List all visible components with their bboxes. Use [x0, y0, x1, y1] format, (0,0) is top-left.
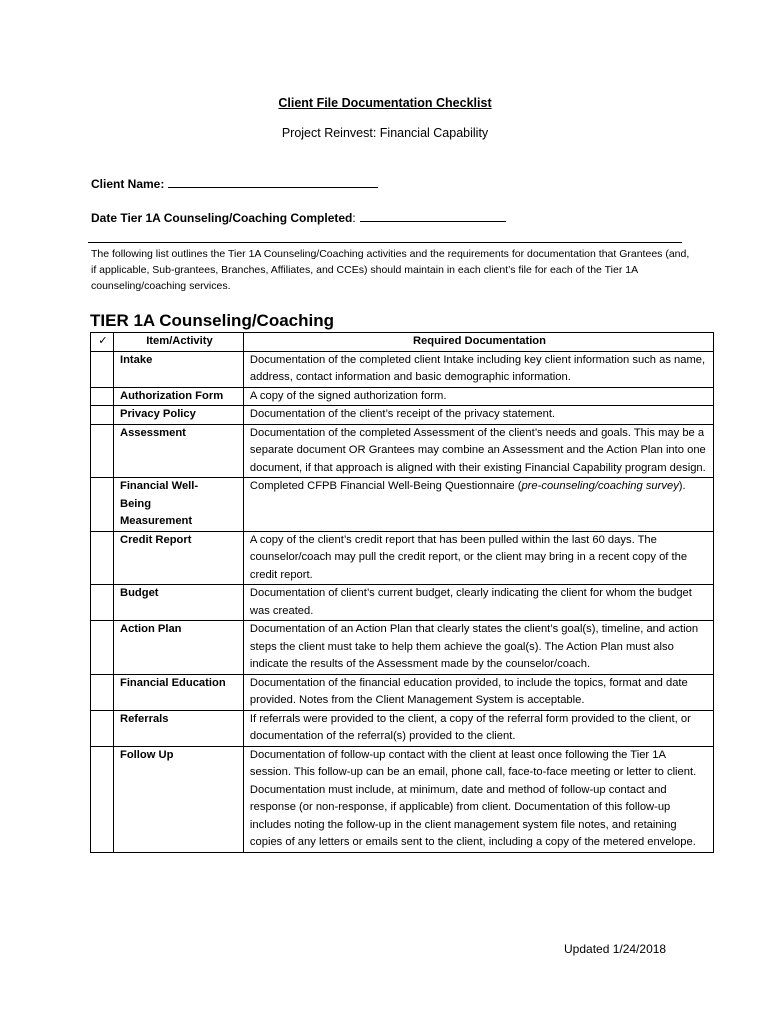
doc-text-end: ).: [678, 480, 686, 492]
table-row: [91, 406, 714, 425]
doc-cell: Documentation of the financial education provided, to include the topics, format and date provided. Notes from the Client Management System is acceptable.: [243, 674, 713, 710]
horizontal-rule: [88, 242, 682, 243]
client-name-label: Client Name:: [91, 177, 165, 191]
client-name-blank[interactable]: [168, 175, 378, 188]
doc-cell: If referrals were provided to the client, a copy of the referral form provided to the client, or documentation of the referral(s) provided to the client.: [243, 710, 713, 746]
item-cell: Assessment: [113, 424, 243, 478]
item-activity-header: Item/Activity: [113, 333, 243, 352]
intro-paragraph: The following list outlines the Tier 1A Counseling/Coaching activities and the requirements for documentation that Grantees (and, if applicable, Sub-grantees, Branches, Affiliates, and CCEs) should maintain in each client’s file for each of the Tier 1A counseling/coaching services.: [91, 248, 690, 292]
table-header-row: [91, 333, 714, 352]
check-box-authorization-form[interactable]: [91, 387, 114, 406]
doc-cell: Documentation of follow-up contact with the client at least once following the Tier 1A session. This follow-up can be an email, phone call, face-to-face meeting or letter to client. Documentation must include, at minimum, date and method of follow-up contact and response (or non-response, if applicable) from client. Documentation of this follow-up includes noting the follow-up in the client management system file notes, and retaining copies of any letters or emails sent to the client, including a copy of the metered envelope.: [243, 746, 713, 852]
doc-cell: Documentation of the completed Assessment of the client’s needs and goals. This may be a separate document OR Grantees may combine an Assessment and the Action Plan into one document, if that approach is aligned with their existing Financial Capability program design.: [243, 424, 713, 478]
checklist-table: [90, 332, 714, 853]
check-box-follow-up[interactable]: [91, 746, 114, 852]
check-box-intake[interactable]: [91, 351, 114, 387]
doc-italic-text: pre-counseling/coaching survey: [521, 480, 679, 492]
table-row: [91, 674, 714, 710]
table-row: [91, 351, 714, 387]
page-title: Client File Documentation Checklist: [278, 96, 492, 110]
item-cell: Credit Report: [113, 531, 243, 585]
doc-cell: A copy of the signed authorization form.: [243, 387, 713, 406]
date-completed-field: [91, 209, 506, 225]
date-completed-blank[interactable]: [360, 209, 506, 222]
item-cell: Action Plan: [113, 621, 243, 675]
table-row: [91, 746, 714, 852]
item-cell: Financial Education: [113, 674, 243, 710]
doc-text: Completed CFPB Financial Well-Being Questionnaire (: [249, 480, 522, 492]
doc-cell: A copy of the client’s credit report that has been pulled within the last 60 days. The counselor/coach may pull the credit report, or the client may bring in a recent copy of the credit report.: [243, 531, 713, 585]
doc-cell: Documentation of the completed client Intake including key client information such as name, address, contact information and basic demographic information.: [243, 351, 713, 387]
table-row: [91, 387, 714, 406]
section-heading: TIER 1A Counseling/Coaching: [90, 311, 334, 330]
doc-cell: Documentation of the client’s receipt of the privacy statement.: [243, 406, 713, 425]
check-box-privacy-policy[interactable]: [91, 406, 114, 425]
table-row: [91, 710, 714, 746]
item-cell: Privacy Policy: [113, 406, 243, 425]
updated-date: Updated 1/24/2018: [564, 942, 667, 956]
required-documentation-header: Required Documentation: [243, 333, 713, 352]
item-cell: Referrals: [113, 710, 243, 746]
check-box-budget[interactable]: [91, 585, 114, 621]
item-cell: Intake: [113, 351, 243, 387]
doc-cell: Documentation of an Action Plan that clearly states the client’s goal(s), timeline, and action steps the client must take to help them achieve the goal(s). The Action Plan must also indicate the results of the Assessment made by the counselor/coach.: [243, 621, 713, 675]
check-box-financial-well-being[interactable]: [91, 478, 114, 532]
table-row: [91, 478, 714, 532]
check-box-referrals[interactable]: [91, 710, 114, 746]
check-box-credit-report[interactable]: [91, 531, 114, 585]
doc-cell: [243, 478, 713, 532]
table-row: [91, 424, 714, 478]
check-box-assessment[interactable]: [91, 424, 114, 478]
check-box-financial-education[interactable]: [91, 674, 114, 710]
table-row: [91, 585, 714, 621]
item-cell: Authorization Form: [113, 387, 243, 406]
item-cell: Budget: [113, 585, 243, 621]
item-cell: Financial Well-Being Measurement: [113, 478, 243, 532]
checkmark-header-icon: ✓: [91, 333, 114, 352]
item-cell: Follow Up: [113, 746, 243, 852]
check-box-action-plan[interactable]: [91, 621, 114, 675]
date-completed-colon: :: [352, 211, 356, 225]
date-completed-label: Date Tier 1A Counseling/Coaching Completed: [91, 211, 353, 225]
client-name-field: [91, 175, 378, 191]
page-subtitle: Project Reinvest: Financial Capability: [281, 126, 489, 140]
table-row: [91, 531, 714, 585]
table-row: [91, 621, 714, 675]
doc-cell: Documentation of client’s current budget, clearly indicating the client for whom the budget was created.: [243, 585, 713, 621]
